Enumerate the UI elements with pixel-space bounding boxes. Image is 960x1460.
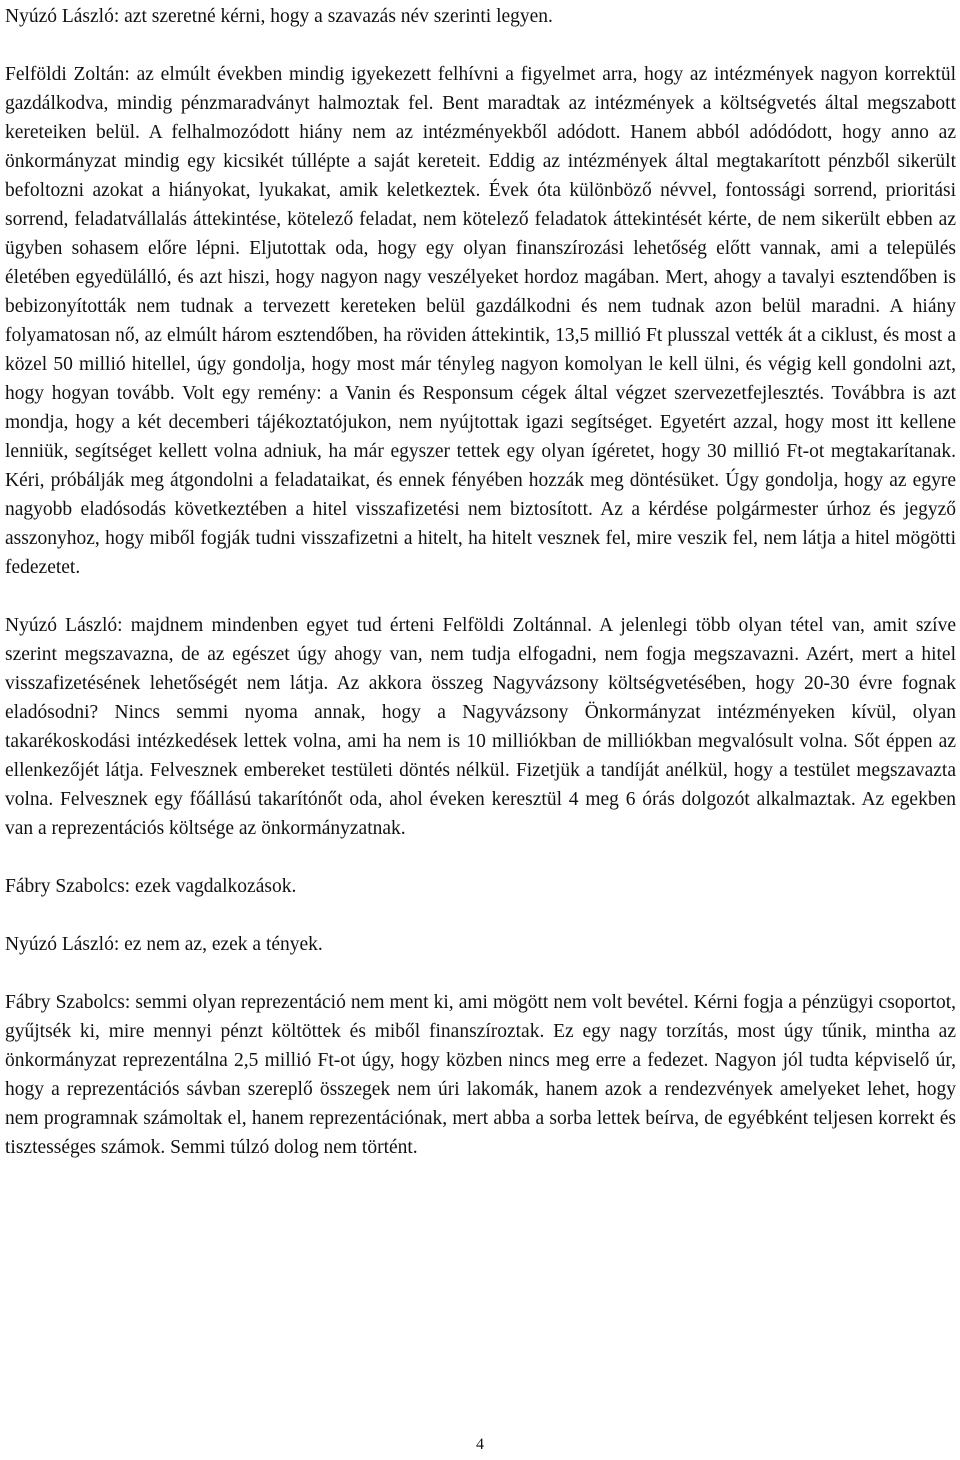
paragraph-fabry-remark: Fábry Szabolcs: ezek vagdalkozások. — [5, 876, 297, 897]
page-number: 4 — [476, 1436, 484, 1453]
document-body — [5, 2, 956, 1191]
paragraph-nyuzo-response: Nyúzó László: majdnem mindenben egyet tud érteni Felföldi Zoltánnal. A jelenlegi több olyan tétel van, amit szíve szerint megszavazna, de az egészet úgy ahogy van, nem tudja elfogadni, nem fogja megszavazni. Azért, mert a hitel visszafizetésének lehetőségét nem látja. Az akkora összeg Nagyvázsony költségvetésében, hogy 20-30 évre fognak eladósodni? Nincs semmi nyoma annak, hogy a Nagyvázsony Önkormányzat intézményeken kívül, olyan takarékoskodási intézkedések lettek volna, ami ha nem is 10 milliókban de milliókban megvalósult volna. Sőt éppen az ellenkezőjét látja. Felvesznek embereket testületi döntés nélkül. Fizetjük a tandíját anélkül, hogy a testület megszavazta volna. Felvesznek egy főállású takarítónőt oda, ahol éveken keresztül 4 meg 6 órás dolgozót alkalmaztak. Az egekben van a reprezentációs költsége az önkormányzatnak. — [5, 615, 956, 839]
paragraph-nyuzo-request: Nyúzó László: azt szeretné kérni, hogy a szavazás név szerinti legyen. — [5, 6, 553, 27]
paragraph-nyuzo-facts: Nyúzó László: ez nem az, ezek a tények. — [5, 934, 323, 955]
paragraph-felfoldi-statement: Felföldi Zoltán: az elmúlt években mindig igyekezett felhívni a figyelmet arra, hogy az intézmények nagyon korrektül gazdálkodva, mindig pénzmaradványt halmoztak fel. Bent maradtak az intézmények a költségvetés által megszabott kereteiken belül. A felhalmozódott hiány nem az intézményekből adódott. Hanem abból adódódott, hogy anno az önkormányzat mindig egy kicsikét túllépte a saját kereteit. Eddig az intézmények által megtakarított pénzből sikerült befoltozni azokat a hiányokat, lyukakat, amik keletkeztek. Évek óta különböző névvel, fontossági sorrend, prioritási sorrend, feladatvállalás áttekintése, kötelező feladat, nem kötelező feladatok áttekintését kérte, de nem sikerült ebben az ügyben sohasem előre lépni. Eljutottak oda, hogy egy olyan finanszírozási lehetőség előtt vannak, ami a település életében egyedülálló, és azt hiszi, hogy nagyon nagy veszélyeket hordoz magában. Mert, ahogy a tavalyi esztendőben is bebizonyították nem tudnak a tervezett kereteken belül gazdálkodni és nem tudnak azon belül maradni. A hiány folyamatosan nő, az elmúlt három esztendőben, ha röviden áttekintik, 13,5 millió Ft plusszal vették át a ciklust, és most a közel 50 millió hitellel, úgy gondolja, hogy most már tényleg nagyon komolyan le kell ülni, és végig kell gondolni azt, hogy hogyan tovább. Volt egy remény: a Vanin és Responsum cégek által végzet szervezetfejlesztés. Továbbra is azt mondja, hogy a két decemberi tájékoztatójukon, nem nyújtottak igazi segítséget. Egyetért azzal, hogy most itt kellene lenniük, segítséget kellett volna adniuk, ha már egyszer tettek egy olyan ígéretet, hogy 30 millió Ft-ot megtakarítanak. Kéri, próbálják meg átgondolni a feladataikat, és ennek fényében hozzák meg döntésüket. Úgy gondolja, hogy az egyre nagyobb eladósodás következtében a hitel visszafizetési nem biztosított. Az a kérdése polgármester úrhoz és jegyző asszonyhoz, hogy miből fogják tudni visszafizetni a hitelt, ha hitelt vesznek fel, mire veszik fel, nem látja a hitel mögötti fedezetet. — [5, 64, 956, 578]
paragraph-fabry-reply: Fábry Szabolcs: semmi olyan reprezentáció nem ment ki, ami mögött nem volt bevétel. Kérni fogja a pénzügyi csoportot, gyűjtsék ki, mire mennyi pénzt költöttek és miből finanszíroztak. Ez egy nagy torzítás, most úgy tűnik, mintha az önkormányzat reprezentálna 2,5 millió Ft-ot úgy, hogy közben nincs meg erre a fedezet. Nagyon jól tudta képviselő úr, hogy a reprezentációs sávban szereplő összegek nem úri lakomák, hanem azok a rendezvények amelyeket lehet, hogy nem programnak számoltak el, hanem reprezentációnak, mert abba a sorba lettek beírva, de egyébként teljesen korrekt és tisztességes számok. Semmi túlzó dolog nem történt. — [5, 992, 956, 1158]
